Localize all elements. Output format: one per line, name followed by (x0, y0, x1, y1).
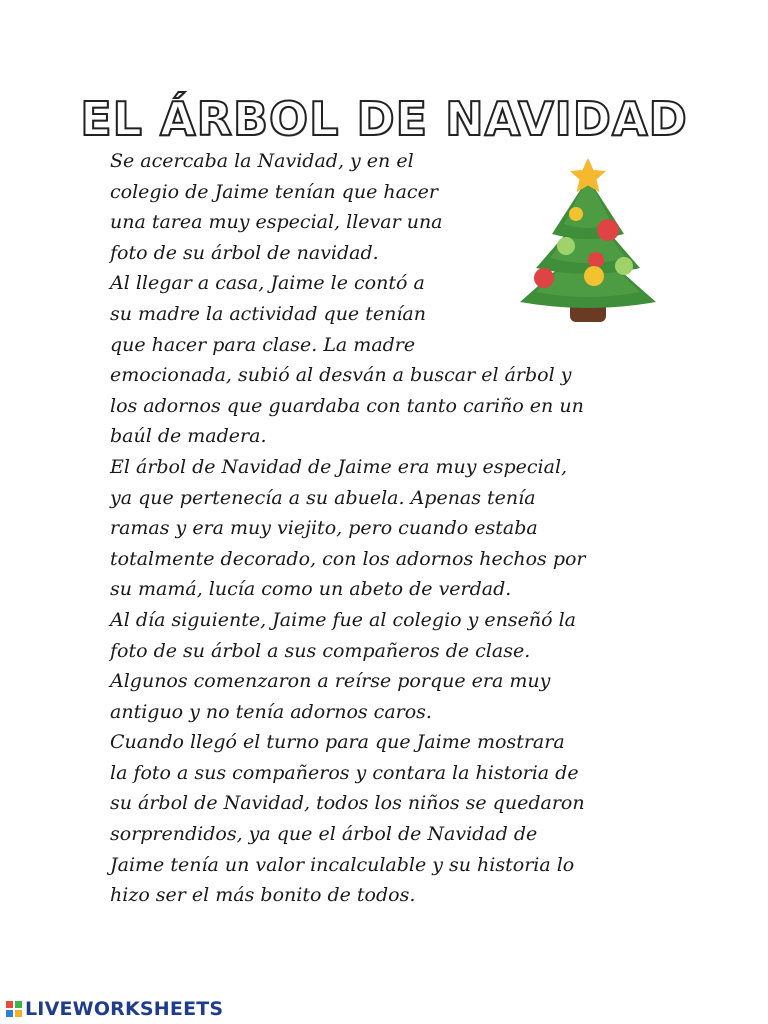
story-line: Al día siguiente, Jaime fue al colegio y enseñó la (110, 608, 576, 631)
story-line: los adornos que guardaba con tanto cariño en un (110, 394, 584, 417)
story-line: su madre la actividad que tenían (110, 302, 426, 325)
story-line: sorprendidos, ya que el árbol de Navidad de (110, 823, 538, 846)
story-line: la foto a sus compañeros y contara la historia de (110, 761, 579, 784)
story-line: emocionada, subió al desván a buscar el árbol y (110, 364, 572, 387)
liveworksheets-brand: LIVEWORKSHEETS (25, 998, 224, 1020)
story-line: ramas y era muy viejito, pero cuando estaba (110, 517, 538, 540)
story-line: El árbol de Navidad de Jaime era muy especial, (110, 455, 568, 478)
story-line: su mamá, lucía como un abeto de verdad. (110, 578, 512, 601)
story-line: foto de su árbol de navidad. (110, 241, 379, 264)
liveworksheets-logo[interactable] (6, 996, 223, 1022)
liveworksheets-logo-icon (6, 1001, 22, 1017)
story-line: colegio de Jaime tenían que hacer (110, 180, 438, 203)
story-line: baúl de madera. (110, 425, 267, 448)
story-text (110, 146, 670, 911)
story-line: foto de su árbol a sus compañeros de clase. (110, 639, 531, 662)
story-line: ya que pertenecía a su abuela. Apenas tenía (110, 486, 536, 509)
story-line: Cuando llegó el turno para que Jaime mostrara (110, 731, 565, 754)
story-line: hizo ser el más bonito de todos. (110, 884, 416, 907)
story-line: una tarea muy especial, llevar una (110, 211, 443, 234)
story-line: antiguo y no tenía adornos caros. (110, 700, 432, 723)
story-line: Jaime tenía un valor incalculable y su historia lo (110, 853, 575, 876)
story-line: que hacer para clase. La madre (110, 333, 416, 356)
document-title: EL ÁRBOL DE NAVIDAD (80, 92, 688, 146)
story-line: Algunos comenzaron a reírse porque era muy (110, 670, 551, 693)
story-line: Se acercaba la Navidad, y en el (110, 150, 414, 172)
story-line: totalmente decorado, con los adornos hechos por (110, 547, 586, 570)
story-line: Al llegar a casa, Jaime le contó a (110, 272, 425, 295)
story-line: su árbol de Navidad, todos los niños se quedaron (110, 792, 585, 815)
